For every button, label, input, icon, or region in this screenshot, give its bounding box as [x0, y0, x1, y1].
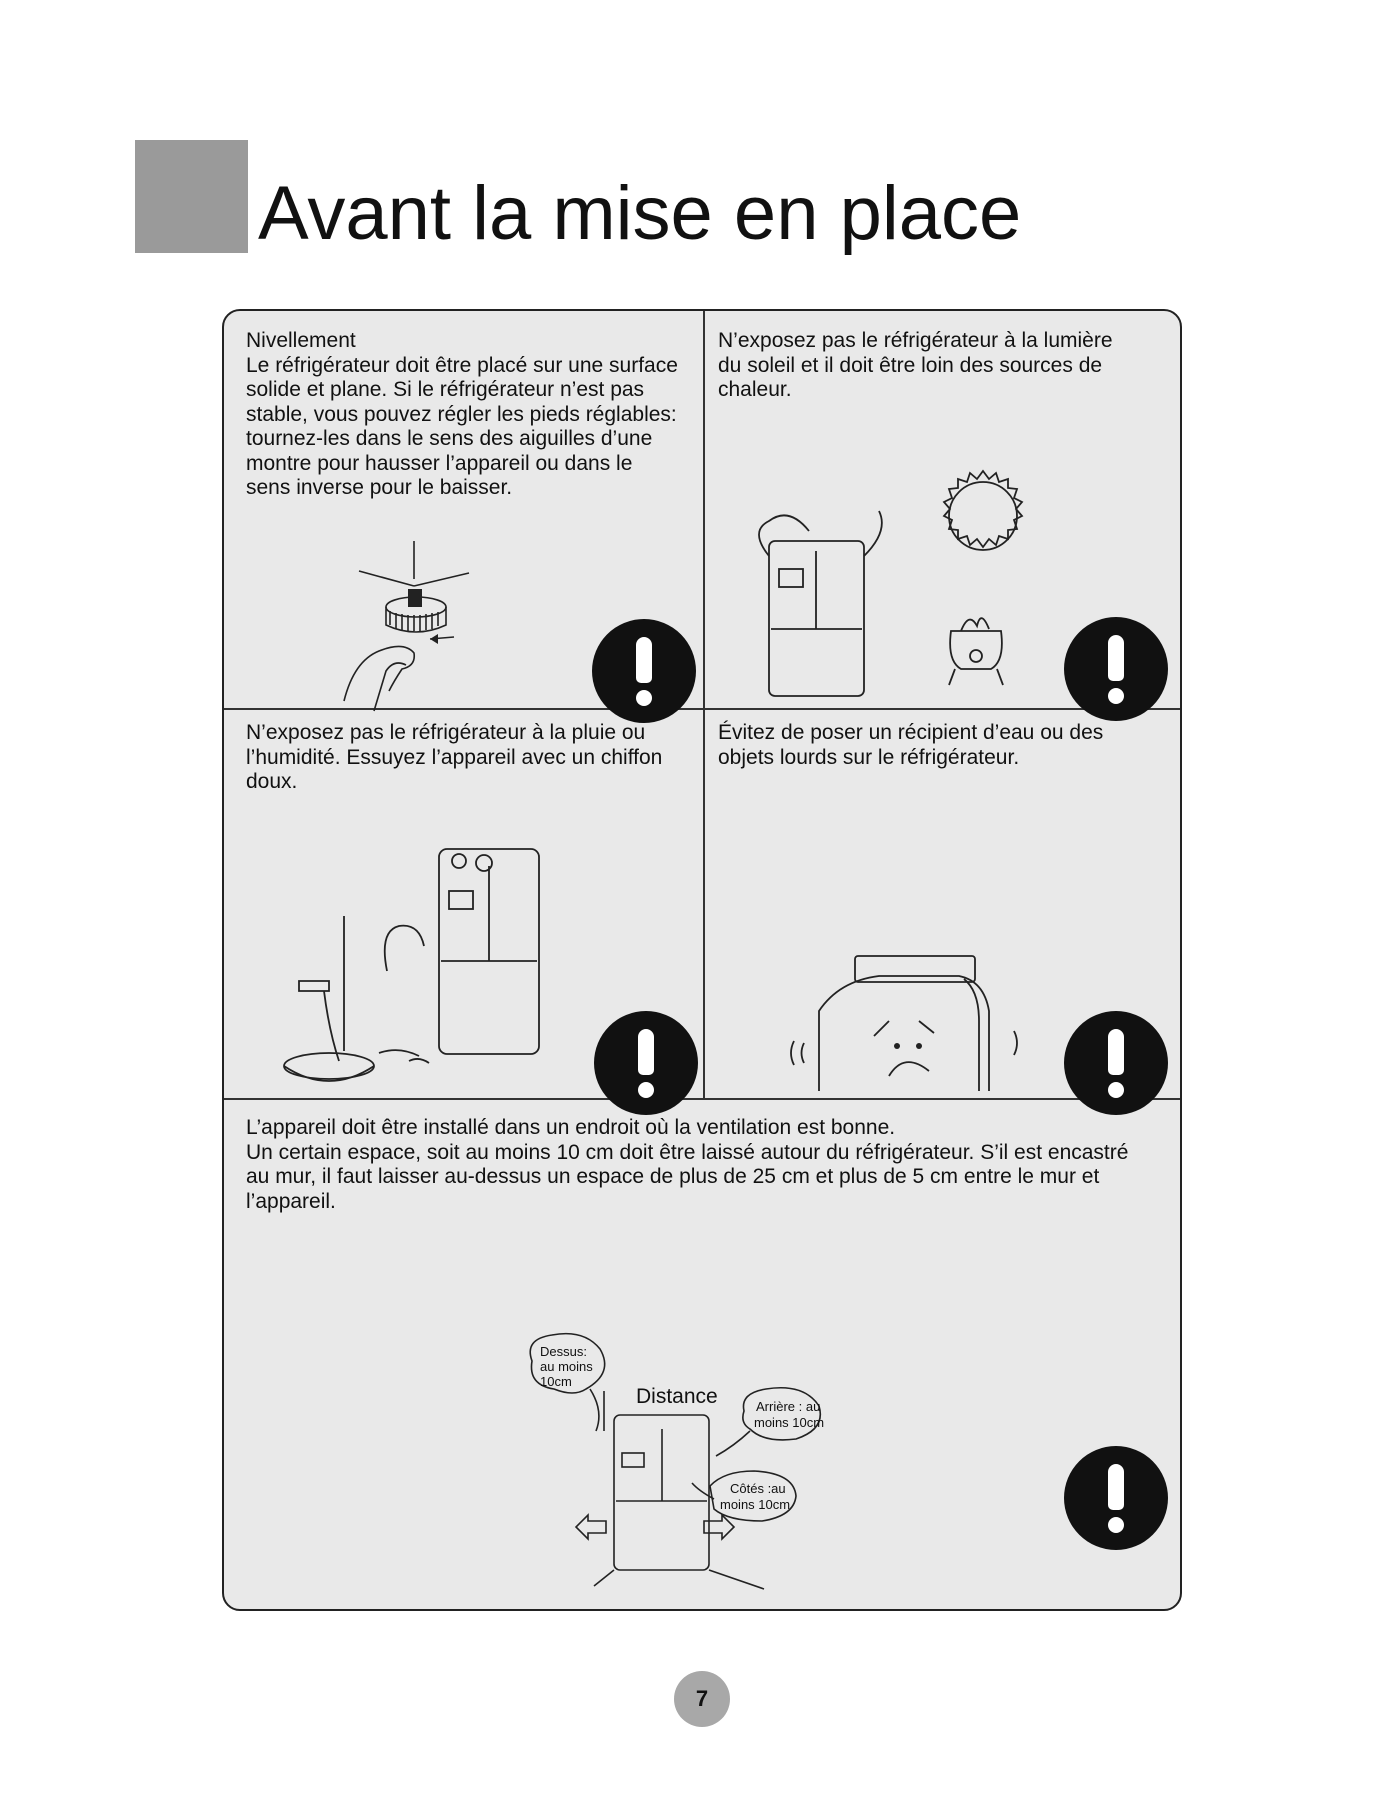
ventilation-line: au mur, il faut laisser au-dessus un espace de plus de 25 cm et plus de 5 cm entre le mur et	[246, 1165, 1100, 1188]
weight-line: Évitez de poser un récipient d’eau ou des	[718, 721, 1104, 744]
rain-text	[246, 721, 688, 795]
fridge-heavy-object-illustration	[779, 951, 1039, 1091]
diagram-top-bubble-line: 10cm	[540, 1374, 572, 1389]
leveling-foot-illustration	[334, 541, 574, 721]
leveling-line: montre pour hausser l’appareil ou dans le	[246, 451, 633, 475]
diagram-back-bubble-line: moins 10cm	[754, 1415, 825, 1430]
clearance-distance-diagram	[514, 1331, 854, 1591]
leveling-heading: Nivellement	[246, 329, 356, 352]
weight-line: objets lourds sur le réfrigérateur.	[718, 745, 1020, 769]
fridge-sun-heat-illustration	[739, 461, 1039, 701]
rain-line: doux.	[246, 770, 298, 793]
diagram-back-bubble-line: Arrière : au	[756, 1399, 821, 1414]
sun-line: chaleur.	[718, 378, 792, 401]
weight-text	[718, 721, 1160, 770]
exclamation-warning-icon	[594, 1011, 698, 1115]
grid-divider-horizontal-2	[224, 1098, 1182, 1100]
page-number: 7	[674, 1671, 730, 1727]
leveling-line: Le réfrigérateur doit être placé sur une surface	[246, 353, 678, 377]
diagram-sides-bubble-line: Côtés :au	[730, 1481, 786, 1496]
sun-line: N’exposez pas le réfrigérateur à la lumière	[718, 329, 1113, 352]
leveling-line: stable, vous pouvez régler les pieds réglables:	[246, 402, 677, 426]
diagram-top-bubble-line: au moins	[540, 1359, 593, 1374]
exclamation-warning-icon	[1064, 1446, 1168, 1550]
fridge-water-illustration	[259, 831, 599, 1091]
instructions-panel	[222, 309, 1182, 1611]
leveling-text	[246, 329, 688, 501]
title-gray-square	[135, 140, 248, 253]
ventilation-line: Un certain espace, soit au moins 10 cm doit être laissé autour du réfrigérateur. S’il est encastré	[246, 1140, 1129, 1164]
rain-line: N’exposez pas le réfrigérateur à la pluie ou	[246, 721, 646, 744]
exclamation-warning-icon	[1064, 1011, 1168, 1115]
diagram-sides-bubble-line: moins 10cm	[720, 1497, 791, 1512]
leveling-line: sens inverse pour le baisser.	[246, 476, 513, 499]
sun-line: du soleil et il doit être loin des sources de	[718, 353, 1103, 377]
ventilation-line: L’appareil doit être installé dans un endroit où la ventilation est bonne.	[246, 1116, 896, 1139]
page-title: Avant la mise en place	[258, 171, 1022, 256]
ventilation-text	[246, 1116, 1160, 1214]
sun-text	[718, 329, 1160, 403]
rain-line: l’humidité. Essuyez l’appareil avec un chiffon	[246, 745, 663, 769]
grid-divider-vertical-top	[703, 311, 705, 1098]
leveling-line: tournez-les dans le sens des aiguilles d’une	[246, 427, 653, 450]
leveling-line: solide et plane. Si le réfrigérateur n’est pas	[246, 378, 645, 401]
ventilation-line: l’appareil.	[246, 1189, 336, 1213]
diagram-top-bubble-line: Dessus:	[540, 1344, 587, 1359]
exclamation-warning-icon	[592, 619, 696, 723]
diagram-label-distance: Distance	[636, 1385, 718, 1408]
exclamation-warning-icon	[1064, 617, 1168, 721]
